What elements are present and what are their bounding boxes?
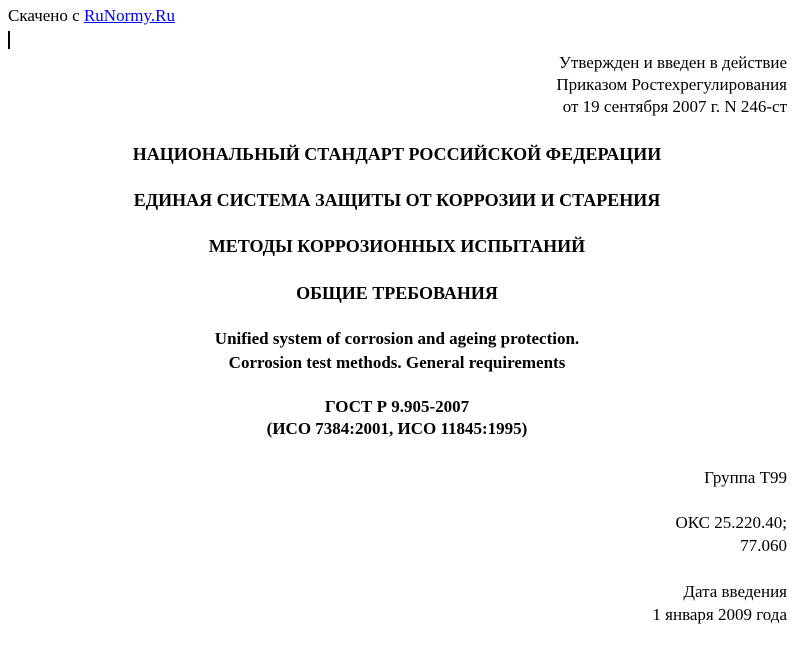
gost-iso-reference: (ИСО 7384:2001, ИСО 11845:1995) [266, 419, 528, 438]
approval-line-1: Утвержден и введен в действие [558, 53, 787, 72]
text-cursor [8, 31, 10, 49]
heading-methods: МЕТОДЫ КОРРОЗИОННЫХ ИСПЫТАНИЙ [208, 236, 586, 256]
english-title-line-1: Unified system of corrosion and ageing protection. [214, 329, 580, 348]
source-link[interactable]: RuNormy.Ru [83, 6, 175, 25]
gost-designation [0, 396, 794, 440]
heading-national-standard: НАЦИОНАЛЬНЫЙ СТАНДАРТ РОССИЙСКОЙ ФЕДЕРАЦИИ [132, 144, 662, 164]
approval-line-3: от 19 сентября 2007 г. N 246-ст [562, 97, 787, 116]
effective-date-value: 1 января 2009 года [652, 605, 787, 624]
source-line [8, 5, 175, 27]
approval-block [556, 52, 787, 118]
effective-date-label: Дата введения [683, 582, 787, 601]
oks-block [675, 511, 787, 557]
oks-line-2: 77.060 [740, 536, 787, 555]
approval-line-2: Приказом Ростехрегулирования [556, 75, 787, 94]
heading-requirements: ОБЩИЕ ТРЕБОВАНИЯ [296, 283, 498, 303]
source-prefix: Скачено с [8, 6, 84, 25]
gost-number: ГОСТ Р 9.905-2007 [324, 397, 470, 416]
oks-line-1: ОКС 25.220.40; [675, 513, 787, 532]
group-block [704, 466, 787, 489]
english-title [0, 327, 794, 375]
heading-system: ЕДИНАЯ СИСТЕМА ЗАЩИТЫ ОТ КОРРОЗИИ И СТАРЕНИЯ [133, 190, 661, 210]
english-title-line-2: Corrosion test methods. General requirements [228, 353, 566, 372]
group-code: Группа T99 [704, 468, 787, 487]
effective-date-block [652, 580, 787, 626]
